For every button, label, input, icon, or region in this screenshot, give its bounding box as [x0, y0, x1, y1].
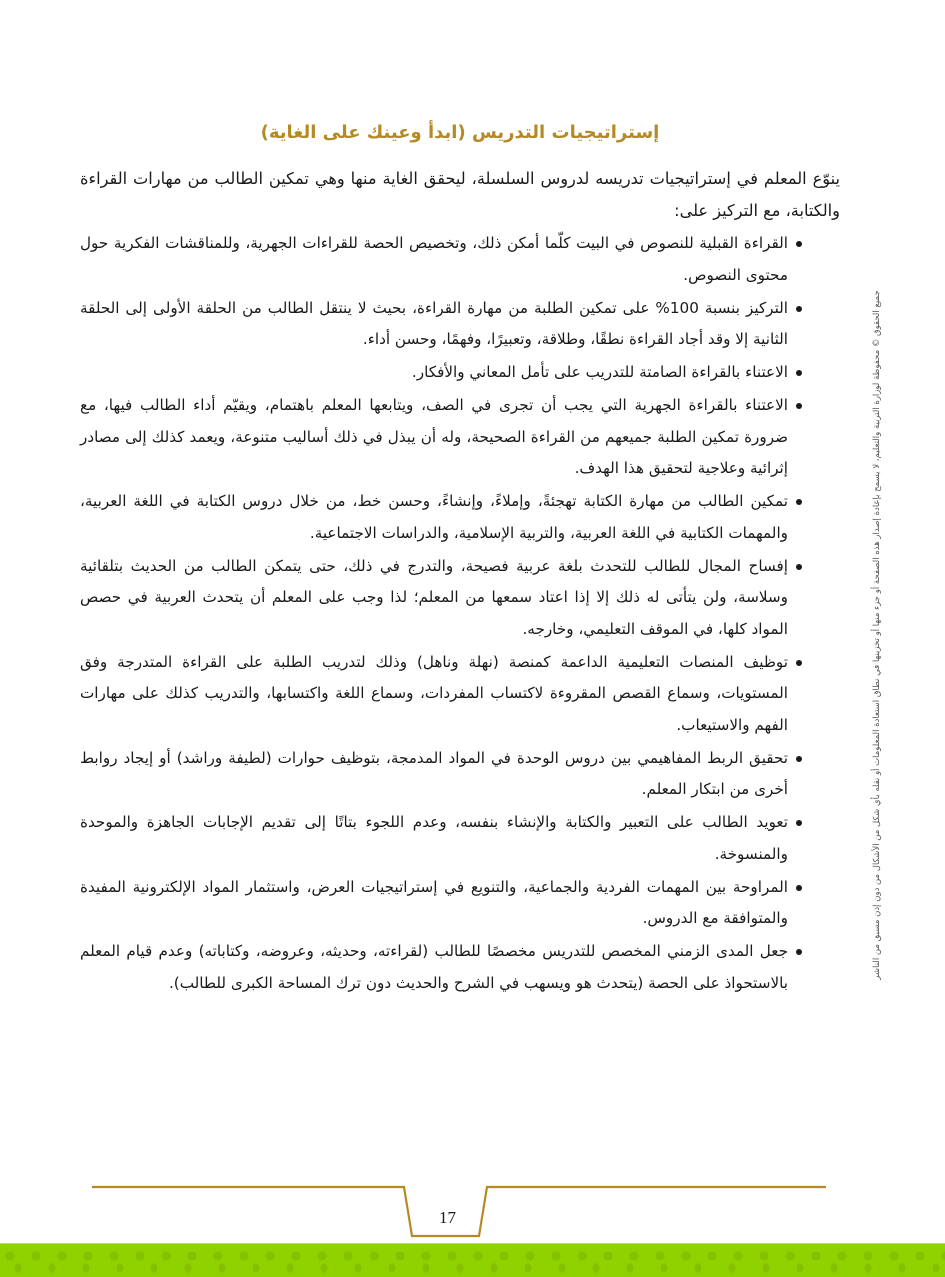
- list-item: [80, 807, 840, 870]
- bullet-icon: [796, 885, 802, 891]
- list-item-text: التركيز بنسبة 100% على تمكين الطلبة من مهارة القراءة، بحيث لا ينتقل الطالب من الحلقة الأولى إلى الحلقة الثانية إلا وقد أجاد القراءة نطقًا، وطلاقة، وتعبيرًا، وفهمًا، وحسن أداء.: [80, 298, 788, 348]
- copyright-text: جميع الحقوق © محفوظة لوزارة التربية والتعليم، لا يسمح بإعادة إصدار هذه الصفحة أو جزء منها أو تخزينها في نطاق استعادة المعلومات أو نقله بأي شكل من الأشكال من دون إذن مسبق من الناشر: [872, 290, 882, 980]
- list-item-text: جعل المدى الزمني المخصص للتدريس مخصصًا للطالب (لقراءته، وحديثه، وعروضه، وكتاباته) وعدم قيام المعلم بالاستحواذ على الحصة (يتحدث هو ويسهب في الشرح والحديث دون ترك المساحة الكبرى للطالب).: [80, 942, 788, 992]
- list-item: [80, 551, 840, 646]
- list-item-text: تمكين الطالب من مهارة الكتابة تهجئةً، وإملاءً، وإنشاءً، وحسن خط، من خلال دروس الكتابة في اللغة العربية، والمهمات الكتابية في اللغة العربية، والتربية الإسلامية، والدراسات الاجتماعية.: [80, 492, 788, 542]
- list-item: [80, 872, 840, 935]
- list-item-text: الاعتناء بالقراءة الصامتة للتدريب على تأمل المعاني والأفكار.: [411, 363, 788, 381]
- copyright-notice: [869, 290, 885, 980]
- list-item-text: المراوحة بين المهمات الفردية والجماعية، والتنويع في إستراتيجيات العرض، واستثمار المواد الإلكترونية المفيدة والمتوافقة مع الدروس.: [80, 877, 788, 927]
- bullet-icon: [796, 306, 802, 312]
- bullet-icon: [796, 820, 802, 826]
- list-item-text: توظيف المنصات التعليمية الداعمة كمنصة (نهلة وناهل) وذلك لتدريب الطلبة على القراءة المتدرجة وفق المستويات، وسماع القصص المقروءة لاكتساب المفردات، وسماع اللغة واكتسابها، والتدريب كذلك على مهارات الفهم والاستيعاب.: [80, 652, 788, 734]
- list-item: [80, 390, 840, 485]
- list-item: [80, 936, 840, 999]
- list-item-text: القراءة القبلية للنصوص في البيت كلّما أمكن ذلك، وتخصيص الحصة للقراءات الجهرية، وللمناقشات الفكرية حول محتوى النصوص.: [80, 234, 788, 284]
- page-number: 17: [439, 1208, 456, 1227]
- list-item: [80, 293, 840, 356]
- bullet-icon: [796, 241, 802, 247]
- list-item-text: الاعتناء بالقراءة الجهرية التي يجب أن تجرى في الصف، ويتابعها المعلم باهتمام، ويقيّم أداء الطالب فيها، مع ضرورة تمكين الطلبة جميعهم من القراءة الصحيحة، وله أن يبذل في ذلك أساليب متنوعة، ويعمد كذلك إلى مصادر إثرائية وعلاجية لتحقيق هذا الهدف.: [80, 396, 788, 477]
- intro-paragraph: ينوّع المعلم في إستراتيجيات تدريسه لدروس السلسلة، ليحقق الغاية منها وهي تمكين الطالب من مهارات القراءة والكتابة، مع التركيز على:: [80, 169, 840, 220]
- bullet-icon: [796, 660, 802, 666]
- list-item: [80, 357, 840, 389]
- list-item: [80, 743, 840, 806]
- section-title: إستراتيجيات التدريس (ابدأ وعينك على الغاية): [260, 122, 660, 143]
- list-item: [80, 647, 840, 742]
- list-item-text: تحقيق الربط المفاهيمي بين دروس الوحدة في المواد المدمجة، بتوظيف حوارات (لطيفة وراشد) أو إيجاد روابط أخرى من ابتكار المعلم.: [80, 748, 788, 798]
- bullet-icon: [796, 949, 802, 955]
- bullet-icon: [796, 564, 802, 570]
- list-item-text: إفساح المجال للطالب للتحدث بلغة عربية فصيحة، والتدرج في ذلك، حتى يتمكن الطالب من الحديث بتلقائية وسلاسة، ولن يتأتى له ذلك إلا إذا اعتاد سمعها من المعلم؛ لذا وجب على المعلم أن يتحدث العربية في حصص المواد كلها، في الموقف التعليمي، وخارجه.: [80, 556, 788, 638]
- strategy-list: [80, 228, 840, 999]
- bullet-icon: [796, 499, 802, 505]
- decorative-band: [0, 1243, 945, 1277]
- footer-frame: [0, 1180, 945, 1244]
- bullet-icon: [796, 370, 802, 376]
- bullet-icon: [796, 403, 802, 409]
- body-content: [80, 163, 840, 1001]
- bullet-icon: [796, 756, 802, 762]
- list-item: [80, 486, 840, 549]
- list-item-text: تعويد الطالب على التعبير والكتابة والإنشاء بنفسه، وعدم اللجوء بتاتًا إلى تقديم الإجابات الجاهزة والموحدة والمنسوخة.: [80, 813, 788, 863]
- list-item: [80, 228, 840, 291]
